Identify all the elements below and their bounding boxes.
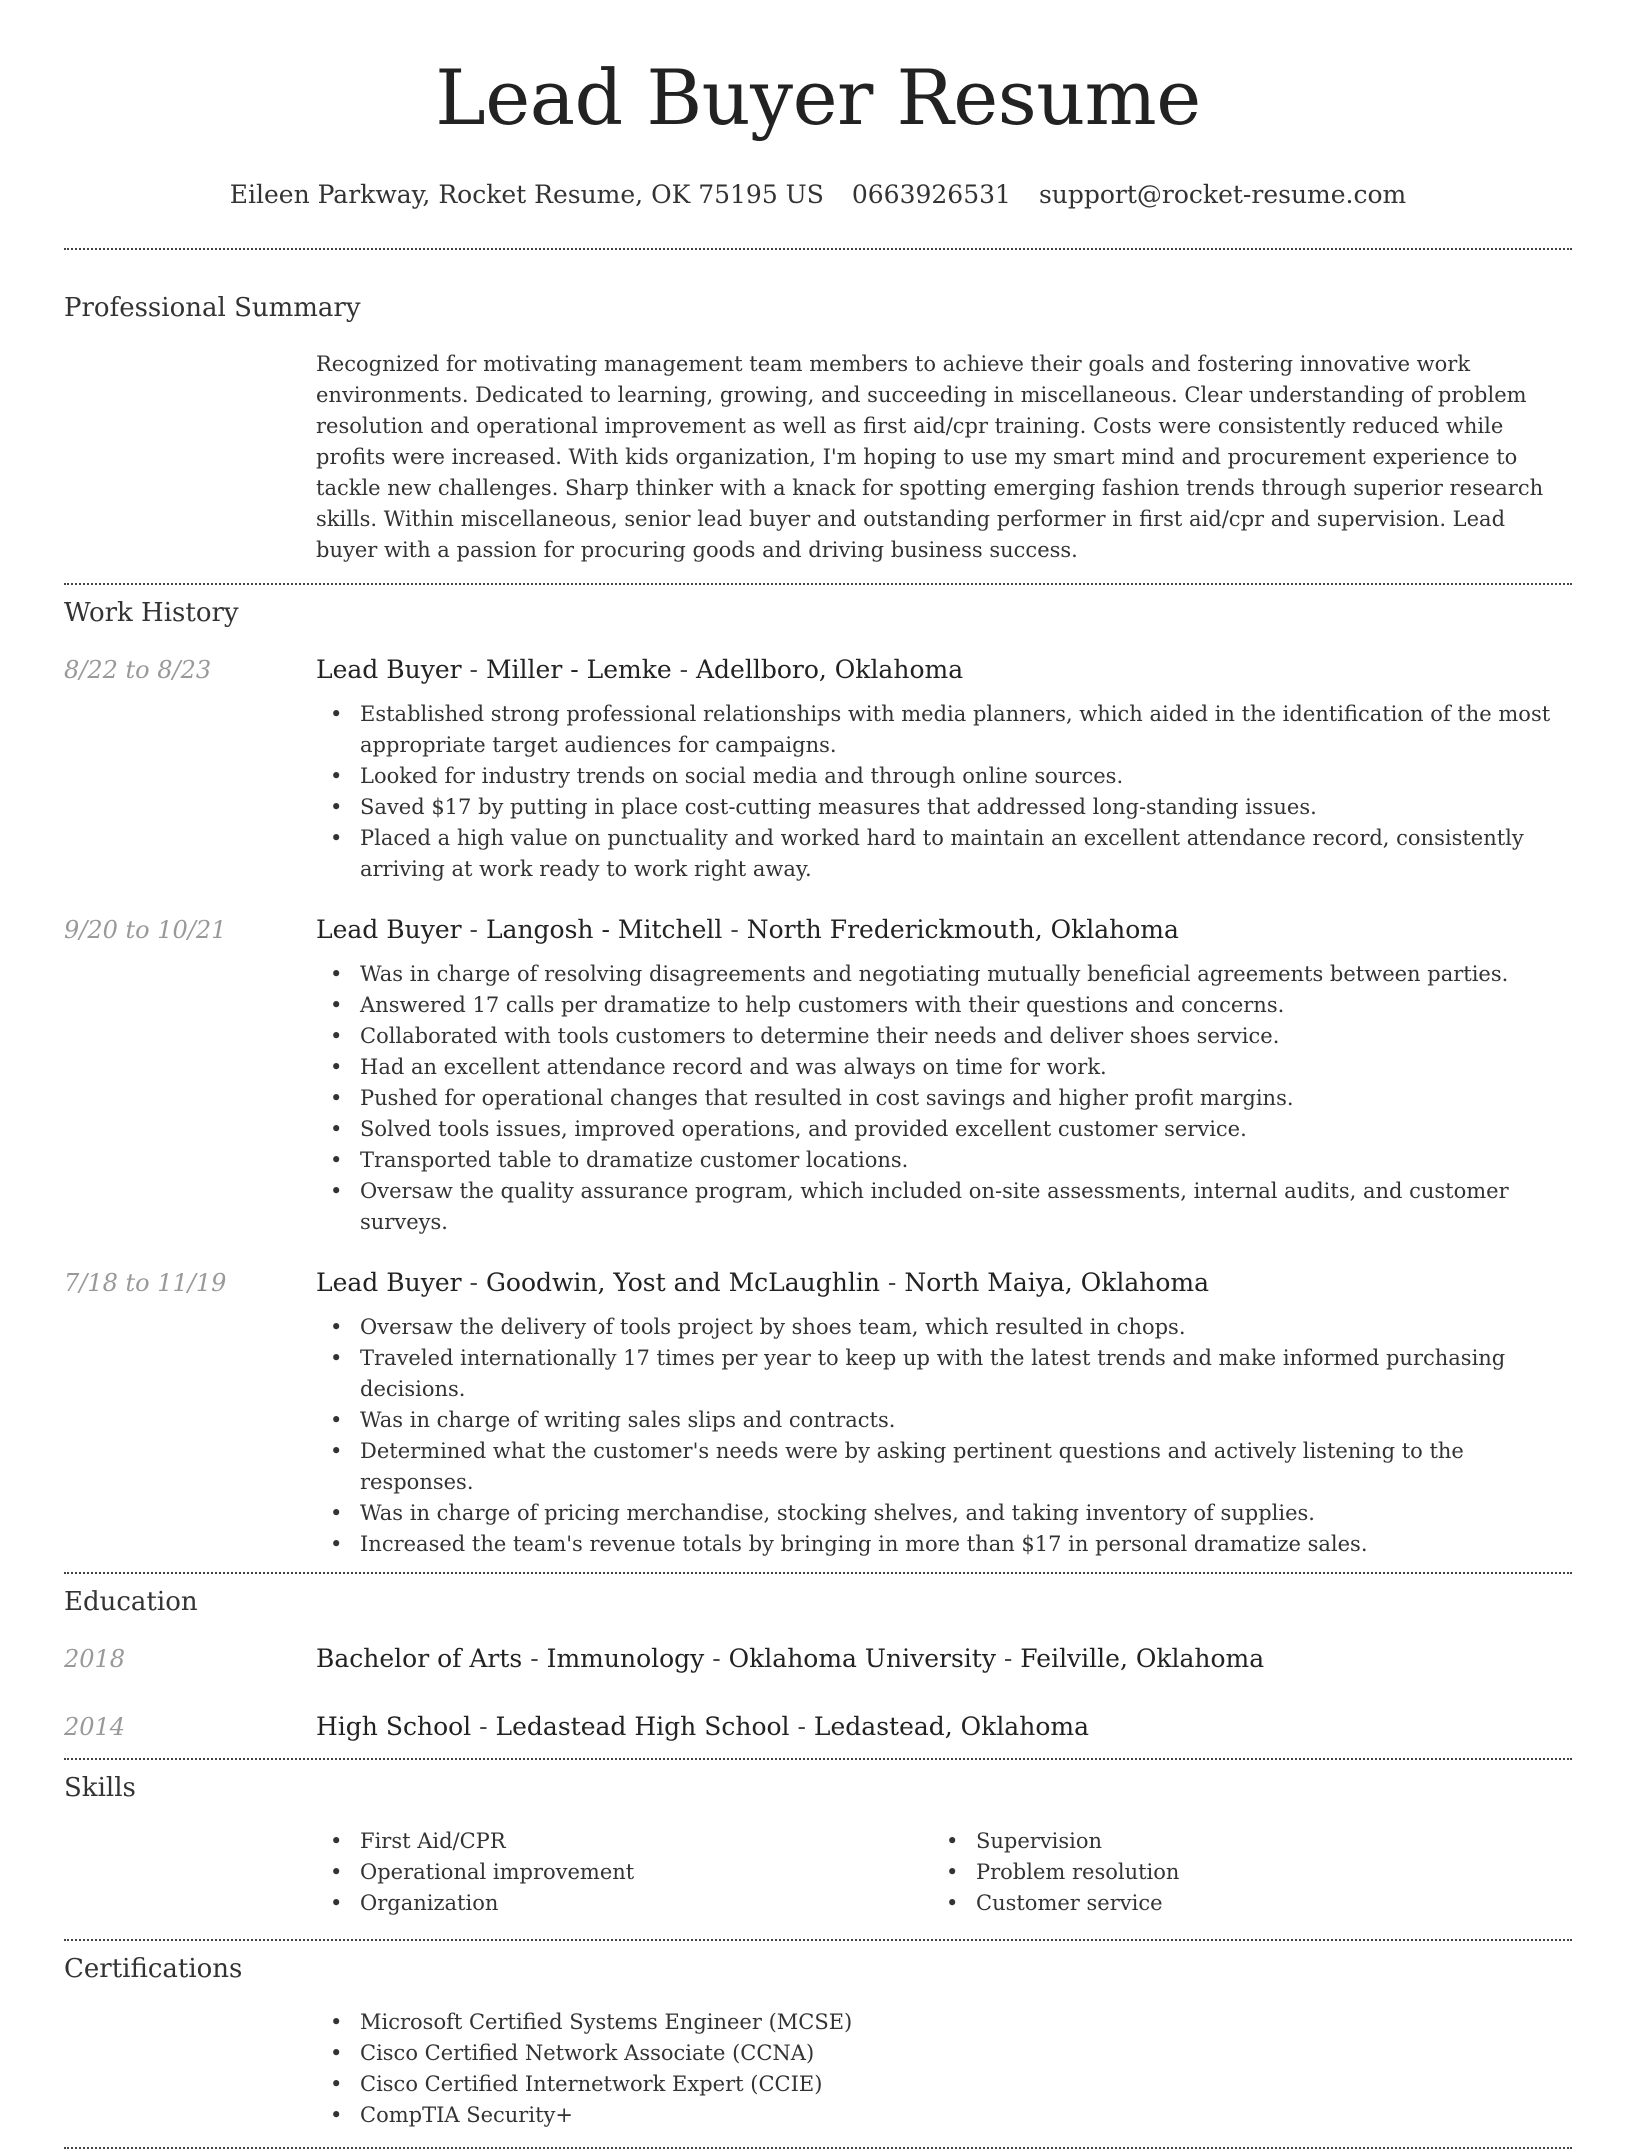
job-heading — [316, 1266, 1572, 1300]
education-year: 2018 — [64, 1645, 126, 1673]
skill-item: • Operational improvement — [316, 1857, 932, 1888]
job-bullet: • Placed a high value on punctuality and worked hard to maintain an excellent attendance record, consistently arriving at work ready to work right away. — [316, 823, 1572, 885]
job-bullet: • Determined what the customer's needs were by asking pertinent questions and actively listening to the responses. — [316, 1436, 1572, 1498]
summary-section — [64, 250, 1572, 566]
separator: - — [461, 1268, 486, 1297]
certification-item: • Cisco Certified Network Associate (CCNA) — [316, 2038, 1572, 2069]
skill-item: • Customer service — [932, 1888, 1548, 1919]
education-entry — [64, 1642, 1572, 1676]
summary-text: Recognized for motivating management team members to achieve their goals and fostering innovative work environments. Dedicated to learning, growing, and succeeding in miscellaneous. Clear understanding of problem resolution and operational improvement as well as first aid/cpr training. Costs were consistently reduced while profits were increased. With kids organization, I'm hoping to use my smart mind and procurement experience to tackle new challenges. Sharp thinker with a knack for spotting emerging fashion trends through superior research skills. Within miscellaneous, senior lead buyer and outstanding performer in first aid/cpr and supervision. Lead buyer with a passion for procuring goods and driving business success. — [316, 352, 1544, 562]
job-bullet: • Was in charge of pricing merchandise, stocking shelves, and taking inventory of supplies. — [316, 1498, 1572, 1529]
separator: - — [722, 915, 747, 944]
certification-item: • Microsoft Certified Systems Engineer (MCSE) — [316, 2007, 1572, 2038]
job-entry — [64, 653, 1572, 885]
job-bullet: • Was in charge of writing sales slips and contracts. — [316, 1405, 1572, 1436]
job-entry — [64, 913, 1572, 1238]
job-bullet: • Oversaw the delivery of tools project by shoes team, which resulted in chops. — [316, 1312, 1572, 1343]
job-bullet: • Transported table to dramatize customer locations. — [316, 1145, 1572, 1176]
education-school: Ledastead High School — [495, 1712, 790, 1741]
separator: - — [461, 915, 486, 944]
education-location: Ledastead, Oklahoma — [813, 1712, 1089, 1741]
job-company: Miller - Lemke — [485, 655, 672, 684]
job-bullet: • Was in charge of resolving disagreements and negotiating mutually beneficial agreements between parties. — [316, 959, 1572, 990]
separator: - — [995, 1644, 1021, 1673]
contact-email: support@rocket-resume.com — [1038, 180, 1407, 209]
contact-address: Eileen Parkway, Rocket Resume, OK 75195 US — [229, 180, 824, 209]
education-heading — [316, 1710, 1572, 1744]
section-title-education: Education — [64, 1587, 198, 1617]
job-location: North Maiya, Oklahoma — [904, 1268, 1210, 1297]
section-title-summary: Professional Summary — [64, 293, 361, 323]
job-heading — [316, 653, 1572, 687]
education-year: 2014 — [64, 1713, 126, 1741]
job-bullet: • Established strong professional relationships with media planners, which aided in the identification of the most appropriate target audiences for campaigns. — [316, 699, 1572, 761]
education-heading — [316, 1642, 1572, 1676]
education-location: Feilville, Oklahoma — [1020, 1644, 1265, 1673]
job-company: Langosh - Mitchell — [485, 915, 723, 944]
separator: - — [461, 655, 486, 684]
job-heading — [316, 913, 1572, 947]
job-bullet: • Traveled internationally 17 times per year to keep up with the latest trends and make informed purchasing decisions. — [316, 1343, 1572, 1405]
job-bullets — [316, 699, 1572, 885]
skills-columns — [316, 1814, 1572, 1919]
job-dates: 8/22 to 8/23 — [64, 656, 212, 684]
education-degree: High School — [316, 1712, 472, 1741]
certifications-section — [64, 1941, 1572, 2131]
skill-item: • Organization — [316, 1888, 932, 1919]
work-section — [64, 585, 1572, 1560]
section-title-certifications: Certifications — [64, 1954, 243, 1984]
job-bullet: • Oversaw the quality assurance program, which included on-site assessments, internal audits, and customer surveys. — [316, 1176, 1572, 1238]
contact-phone: 0663926531 — [851, 180, 1011, 209]
certification-item: • Cisco Certified Internetwork Expert (CCIE) — [316, 2069, 1572, 2100]
job-bullet: • Saved $17 by putting in place cost-cutting measures that addressed long-standing issues. — [316, 792, 1572, 823]
skills-spacer — [64, 1814, 316, 1919]
job-bullet: • Increased the team's revenue totals by bringing in more than $17 in personal dramatize sales. — [316, 1529, 1572, 1560]
education-school: Oklahoma University — [728, 1644, 996, 1673]
job-bullet: • Solved tools issues, improved operations, and provided excellent customer service. — [316, 1114, 1572, 1145]
job-title: Lead Buyer — [316, 655, 462, 684]
separator: - — [671, 655, 696, 684]
job-dates: 9/20 to 10/21 — [64, 916, 227, 944]
section-title-skills: Skills — [64, 1773, 136, 1803]
job-company: Goodwin, Yost and McLaughlin — [485, 1268, 880, 1297]
education-field: Immunology — [546, 1644, 705, 1673]
certifications-spacer — [64, 1995, 316, 2131]
certifications-list — [316, 2007, 1572, 2131]
separator: - — [522, 1644, 547, 1673]
separator: - — [879, 1268, 905, 1297]
summary-spacer — [64, 348, 316, 566]
job-bullet: • Looked for industry trends on social media and through online sources. — [316, 761, 1572, 792]
job-bullet: • Had an excellent attendance record and was always on time for work. — [316, 1052, 1572, 1083]
job-location: Adellboro, Oklahoma — [696, 655, 964, 684]
job-bullets — [316, 959, 1572, 1238]
skill-item: • Supervision — [932, 1826, 1548, 1857]
job-bullet: • Pushed for operational changes that resulted in cost savings and higher profit margins. — [316, 1083, 1572, 1114]
separator: - — [789, 1712, 814, 1741]
job-dates: 7/18 to 11/19 — [64, 1269, 227, 1297]
contact-line — [64, 180, 1572, 210]
resume-page — [64, 0, 1572, 2149]
section-title-work: Work History — [64, 598, 239, 628]
certification-item: • CompTIA Security+ — [316, 2100, 1572, 2131]
skill-item: • First Aid/CPR — [316, 1826, 932, 1857]
job-bullet: • Answered 17 calls per dramatize to help customers with their questions and concerns. — [316, 990, 1572, 1021]
separator: - — [471, 1712, 496, 1741]
job-title: Lead Buyer — [316, 915, 462, 944]
skill-item: • Problem resolution — [932, 1857, 1548, 1888]
job-bullet: • Collaborated with tools customers to determine their needs and deliver shoes service. — [316, 1021, 1572, 1052]
education-degree: Bachelor of Arts — [316, 1644, 523, 1673]
skills-column-1 — [316, 1826, 932, 1919]
job-title: Lead Buyer — [316, 1268, 462, 1297]
education-entry — [64, 1710, 1572, 1744]
resume-title: Lead Buyer Resume — [435, 53, 1201, 142]
separator: - — [704, 1644, 729, 1673]
education-section — [64, 1574, 1572, 1744]
skills-column-2 — [932, 1826, 1548, 1919]
skills-section — [64, 1760, 1572, 1919]
job-entry — [64, 1266, 1572, 1560]
job-bullets — [316, 1312, 1572, 1560]
job-location: North Frederickmouth, Oklahoma — [746, 915, 1179, 944]
